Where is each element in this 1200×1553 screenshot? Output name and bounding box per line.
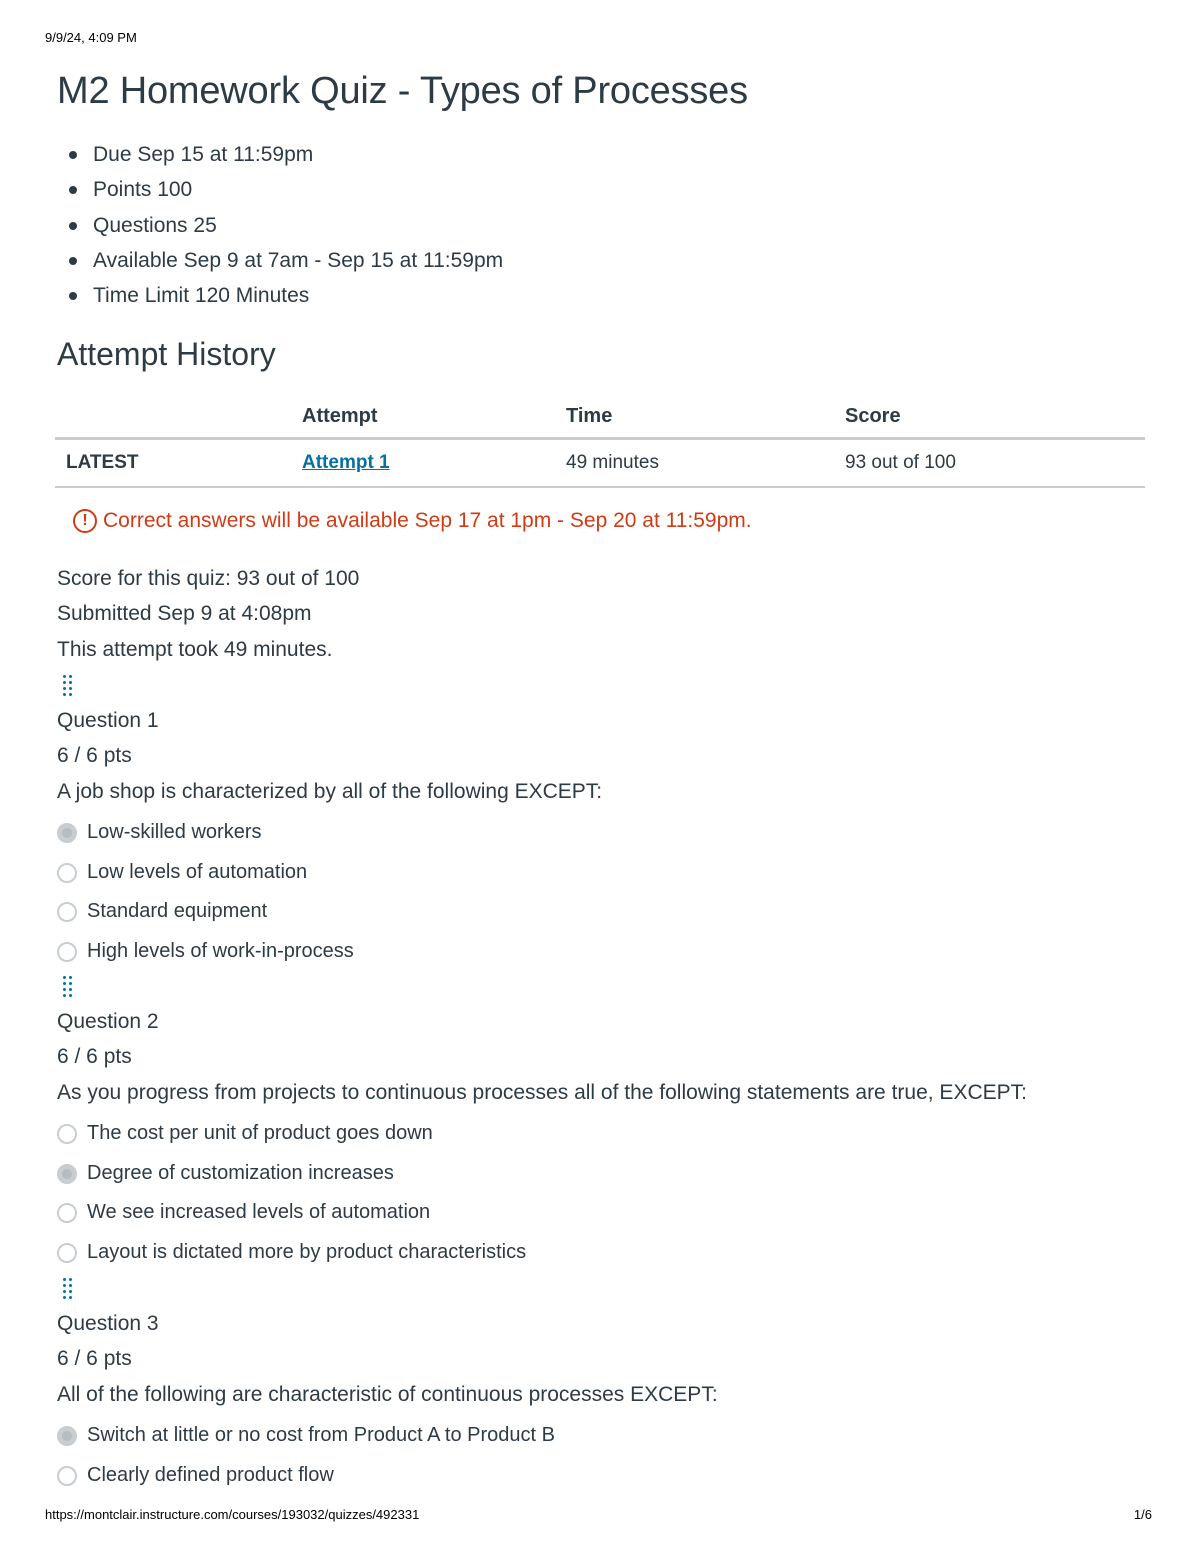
- answer-option[interactable]: Low levels of automation: [57, 853, 602, 893]
- latest-label: LATEST: [55, 439, 302, 488]
- score-summary: Score for this quiz: 93 out of 100: [57, 567, 360, 590]
- question-points: 6 / 6 pts: [57, 1347, 132, 1371]
- drag-handle-icon[interactable]: [61, 975, 75, 999]
- question-text: A job shop is characterized by all of the following EXCEPT:: [57, 779, 603, 803]
- print-url: https://montclair.instructure.com/courses/193032/quizzes/492331: [45, 1507, 420, 1522]
- detail-time-limit: Time Limit 120 Minutes: [57, 278, 503, 313]
- detail-available: Available Sep 9 at 7am - Sep 15 at 11:59pm: [57, 243, 503, 278]
- bullet-icon: [69, 186, 77, 194]
- submitted-summary: Submitted Sep 9 at 4:08pm: [57, 602, 312, 626]
- attempt-1-link[interactable]: Attempt 1: [302, 452, 390, 473]
- header-blank: [55, 396, 302, 439]
- question-points: 6 / 6 pts: [57, 744, 132, 768]
- detail-points: Points 100: [57, 172, 503, 207]
- drag-handle-icon[interactable]: [61, 674, 75, 698]
- warning-icon: !: [73, 509, 97, 533]
- radio-selected-icon[interactable]: [57, 1164, 77, 1184]
- bullet-icon: [69, 292, 77, 300]
- question-text: All of the following are characteristic of continuous processes EXCEPT:: [57, 1382, 718, 1406]
- notice-text: Correct answers will be available Sep 17 at 1pm - Sep 20 at 11:59pm.: [103, 509, 752, 532]
- attempt-history-table: [55, 396, 1145, 488]
- detail-questions: Questions 25: [57, 208, 503, 243]
- print-page-number: 1/6: [1133, 1507, 1152, 1522]
- detail-due: Due Sep 15 at 11:59pm: [57, 137, 503, 172]
- radio-selected-icon[interactable]: [57, 1426, 77, 1446]
- radio-icon[interactable]: [57, 1243, 77, 1263]
- answer-option[interactable]: Degree of customization increases: [57, 1154, 1027, 1194]
- score-cell: 93 out of 100: [845, 439, 1145, 488]
- bullet-icon: [69, 151, 77, 159]
- header-time: Time: [566, 396, 845, 439]
- quiz-summary: [57, 561, 359, 667]
- quiz-details: [57, 137, 503, 313]
- print-timestamp: 9/9/24, 4:09 PM: [45, 30, 137, 45]
- header-score: Score: [845, 396, 1145, 439]
- answer-option[interactable]: Standard equipment: [57, 892, 602, 932]
- correct-answers-notice: [73, 509, 752, 533]
- radio-icon[interactable]: [57, 1124, 77, 1144]
- bullet-icon: [69, 257, 77, 265]
- attempt-history-title: Attempt History: [57, 336, 276, 372]
- answer-option[interactable]: Layout is dictated more by product characteristics: [57, 1233, 1027, 1273]
- answer-option[interactable]: Low-skilled workers: [57, 813, 602, 853]
- header-attempt: Attempt: [302, 396, 566, 439]
- question-1: [57, 703, 602, 972]
- question-title: Question 1: [57, 709, 159, 732]
- radio-icon[interactable]: [57, 942, 77, 962]
- answer-option[interactable]: We see increased levels of automation: [57, 1193, 1027, 1233]
- answer-option[interactable]: Clearly defined product flow: [57, 1456, 718, 1496]
- radio-icon[interactable]: [57, 863, 77, 883]
- question-title: Question 2: [57, 1010, 159, 1033]
- table-row: [55, 439, 1145, 488]
- table-header-row: [55, 396, 1145, 439]
- bullet-icon: [69, 222, 77, 230]
- drag-handle-icon[interactable]: [61, 1277, 75, 1301]
- attempt-cell: [302, 439, 566, 488]
- question-title: Question 3: [57, 1312, 159, 1335]
- radio-icon[interactable]: [57, 902, 77, 922]
- radio-icon[interactable]: [57, 1203, 77, 1223]
- duration-summary: This attempt took 49 minutes.: [57, 637, 333, 661]
- time-cell: 49 minutes: [566, 439, 845, 488]
- answer-option[interactable]: High levels of work-in-process: [57, 932, 602, 972]
- radio-icon[interactable]: [57, 1466, 77, 1486]
- answer-option[interactable]: Switch at little or no cost from Product A to Product B: [57, 1416, 718, 1456]
- question-3: [57, 1306, 718, 1495]
- page-title: M2 Homework Quiz - Types of Processes: [57, 70, 748, 112]
- question-points: 6 / 6 pts: [57, 1045, 132, 1069]
- radio-selected-icon[interactable]: [57, 823, 77, 843]
- question-2: [57, 1004, 1027, 1273]
- question-text: As you progress from projects to continuous processes all of the following statements are true, EXCEPT:: [57, 1080, 1027, 1104]
- answer-option[interactable]: The cost per unit of product goes down: [57, 1114, 1027, 1154]
